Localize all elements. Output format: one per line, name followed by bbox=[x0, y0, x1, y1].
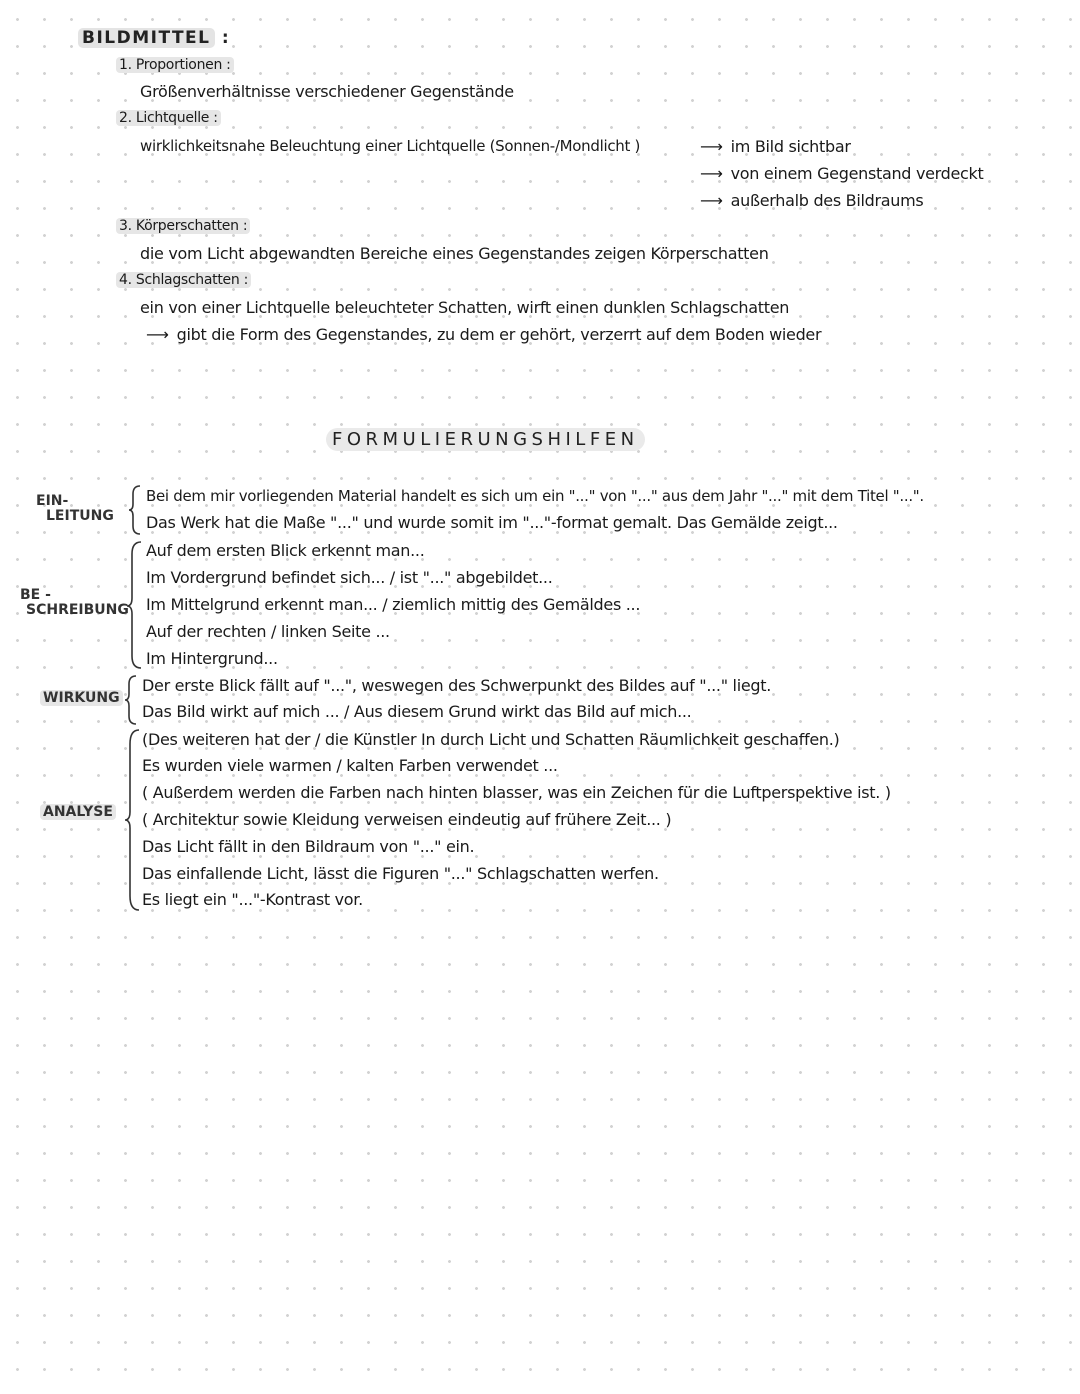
label-line: LEITUNG bbox=[46, 508, 114, 524]
bildmittel-title bbox=[78, 28, 230, 48]
analyse-line: (Des weiteren hat der / die Künstler In durch Licht und Schatten Räumlichkeit geschaffen.) bbox=[142, 730, 840, 749]
wirkung-line: Der erste Blick fällt auf "...", weswegen des Schwerpunkt des Bildes auf "..." liegt. bbox=[142, 676, 772, 695]
analyse-line: Das einfallende Licht, lässt die Figuren "..." Schlagschatten werfen. bbox=[142, 864, 659, 883]
label-line: ANALYSE bbox=[40, 804, 116, 820]
beschreibung-line: Auf dem ersten Blick erkennt man... bbox=[146, 541, 425, 560]
einleitung-line: Das Werk hat die Maße "..." und wurde somit im "..."-format gemalt. Das Gemälde zeigt... bbox=[146, 513, 838, 532]
branch-text: von einem Gegenstand verdeckt bbox=[730, 164, 984, 183]
item-heading-text: 3. Körperschatten : bbox=[116, 218, 250, 234]
beschreibung-line: Im Hintergrund... bbox=[146, 649, 278, 668]
branch-text: im Bild sichtbar bbox=[730, 137, 851, 156]
arrow-right-icon: ⟶ bbox=[146, 325, 169, 344]
beschreibung-line: Im Vordergrund befindet sich... / ist "..." abgebildet... bbox=[146, 568, 553, 587]
bildmittel-title-colon: : bbox=[221, 28, 231, 48]
arrow-right-icon: ⟶ bbox=[700, 191, 723, 210]
label-einleitung bbox=[36, 494, 116, 524]
branch-item bbox=[700, 191, 923, 210]
analyse-line: ( Außerdem werden die Farben nach hinten blasser, was ein Zeichen für die Luftperspektive ist. ) bbox=[142, 783, 891, 802]
item-heading-text: 4. Schlagschatten : bbox=[116, 272, 251, 288]
brace-wirkung bbox=[124, 674, 140, 726]
item-text-lichtquelle: wirklichkeitsnahe Beleuchtung einer Lichtquelle (Sonnen-/Mondlicht ) bbox=[140, 137, 641, 155]
branch-text: außerhalb des Bildraums bbox=[730, 191, 924, 210]
brace-analyse bbox=[124, 728, 142, 912]
item-heading-lichtquelle bbox=[116, 110, 221, 126]
branch-item bbox=[700, 137, 851, 156]
beschreibung-line: Im Mittelgrund erkennt man... / ziemlich mittig des Gemäldes ... bbox=[146, 595, 641, 614]
bildmittel-title-text: BILDMITTEL bbox=[78, 28, 215, 48]
label-line: BE - bbox=[20, 587, 51, 603]
brace-einleitung bbox=[128, 484, 144, 536]
arrow-right-icon: ⟶ bbox=[700, 137, 723, 156]
einleitung-line: Bei dem mir vorliegenden Material handelt es sich um ein "..." von "..." aus dem Jahr "..." mit dem Titel "...". bbox=[146, 487, 924, 505]
brace-beschreibung bbox=[126, 540, 144, 670]
label-wirkung bbox=[40, 691, 120, 706]
branch-item bbox=[700, 164, 984, 183]
label-beschreibung bbox=[20, 587, 129, 618]
analyse-line: ( Architektur sowie Kleidung verweisen eindeutig auf frühere Zeit... ) bbox=[142, 810, 672, 829]
item-heading-schlagschatten bbox=[116, 272, 251, 288]
item-text-schlagschatten: ein von einer Lichtquelle beleuchteter Schatten, wirft einen dunklen Schlagschatten bbox=[140, 298, 790, 317]
note-text: gibt die Form des Gegenstandes, zu dem er gehört, verzerrt auf dem Boden wieder bbox=[176, 325, 822, 344]
item-text-proportionen: Größenverhältnisse verschiedener Gegenstände bbox=[140, 82, 514, 101]
formulierungshilfen-title-text: FORMULIERUNGSHILFEN bbox=[326, 428, 645, 451]
item-text-koerperschatten: die vom Licht abgewandten Bereiche eines Gegenstandes zeigen Körperschatten bbox=[140, 244, 769, 263]
analyse-line: Es liegt ein "..."-Kontrast vor. bbox=[142, 890, 363, 909]
item-heading-proportionen bbox=[116, 57, 234, 73]
label-line: EIN- bbox=[36, 493, 69, 509]
analyse-line: Es wurden viele warmen / kalten Farben verwendet ... bbox=[142, 756, 558, 775]
formulierungshilfen-title bbox=[326, 429, 645, 450]
arrow-right-icon: ⟶ bbox=[700, 164, 723, 183]
analyse-line: Das Licht fällt in den Bildraum von "..." ein. bbox=[142, 837, 475, 856]
label-line: WIRKUNG bbox=[40, 690, 123, 706]
item-heading-text: 1. Proportionen : bbox=[116, 57, 234, 73]
wirkung-line: Das Bild wirkt auf mich ... / Aus diesem Grund wirkt das Bild auf mich... bbox=[142, 702, 692, 721]
schlagschatten-note bbox=[146, 325, 821, 344]
item-heading-text: 2. Lichtquelle : bbox=[116, 110, 221, 126]
item-heading-koerperschatten bbox=[116, 218, 250, 234]
label-line: SCHREIBUNG bbox=[26, 602, 129, 618]
beschreibung-line: Auf der rechten / linken Seite ... bbox=[146, 622, 390, 641]
label-analyse bbox=[40, 805, 120, 820]
